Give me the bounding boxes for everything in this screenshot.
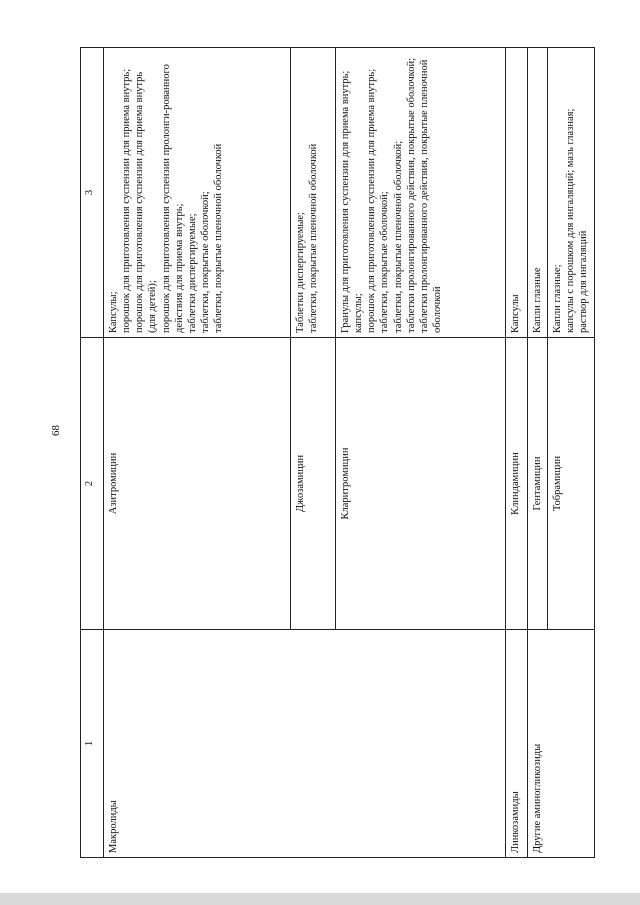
header-col-2: 2	[81, 338, 104, 630]
header-row	[81, 48, 104, 858]
form-item: порошок для приготовления суспензии пролонги-рованного действия для приема внутрь;	[160, 64, 185, 333]
forms-cell	[291, 48, 336, 338]
page-number: 68	[50, 425, 62, 436]
form-item: капсулы;	[353, 293, 365, 333]
forms-cell	[548, 48, 594, 338]
table-row	[506, 48, 528, 858]
form-item: таблетки, покрытые пленочной оболочкой	[213, 143, 224, 333]
drug-name-cell: Джозамицин	[291, 338, 336, 630]
group-cell: Другие аминогликозиды	[528, 630, 595, 858]
scan-bottom-edge	[0, 893, 640, 905]
forms-cell	[336, 48, 506, 338]
drug-name-cell: Гентамицин	[528, 338, 548, 630]
drug-name-cell: Кларитромицин	[336, 338, 506, 630]
group-cell: Линкозамиды	[506, 630, 528, 858]
forms-cell	[506, 48, 528, 338]
drug-name-cell: Азитромицин	[104, 338, 291, 630]
table-row	[528, 48, 548, 858]
form-item: порошок для приготовления суспензии для приема внутрь;	[121, 68, 133, 333]
forms-cell	[528, 48, 548, 338]
form-item: Капли глазные	[532, 267, 543, 333]
drug-table	[80, 47, 595, 858]
header-col-1: 1	[81, 630, 104, 858]
form-item: таблетки, покрытые оболочкой;	[199, 191, 211, 333]
header-col-3: 3	[81, 48, 104, 338]
form-item: порошок для приготовления суспензии для приема внутрь (для детей);	[134, 71, 159, 333]
form-item: таблетки пролонгированного действия, покрытые пленочной оболочкой	[418, 59, 443, 333]
form-item: таблетки пролонгированного действия, покрытые оболочкой;	[405, 58, 417, 333]
form-item: таблетки, покрытые оболочкой;	[379, 191, 391, 333]
form-item: Гранулы для приготовления суспензии для приема внутрь;	[340, 70, 351, 333]
form-item: таблетки диспергируемые;	[186, 213, 198, 333]
form-item: Капсулы	[510, 294, 521, 333]
form-item: Таблетки диспергируемые;	[295, 212, 306, 333]
form-item: Капли глазные;	[552, 264, 564, 333]
forms-cell	[104, 48, 291, 338]
form-item: таблетки, покрытые пленочной оболочкой;	[392, 140, 404, 333]
form-item: порошок для приготовления суспензии для приема внутрь;	[366, 68, 378, 333]
form-item: раствор для ингаляций	[578, 230, 590, 333]
form-item: капсулы с порошком для ингаляций; мазь глазная;	[565, 108, 577, 333]
drug-name-cell: Тобрамицин	[548, 338, 594, 630]
group-cell: Макролиды	[104, 630, 506, 858]
drug-name-cell: Клиндамицин	[506, 338, 528, 630]
rotated-page-content	[80, 48, 590, 858]
table-row	[104, 48, 291, 858]
form-item: таблетки, покрытые пленочной оболочкой	[308, 143, 320, 333]
form-item: Капсулы;	[108, 291, 119, 333]
